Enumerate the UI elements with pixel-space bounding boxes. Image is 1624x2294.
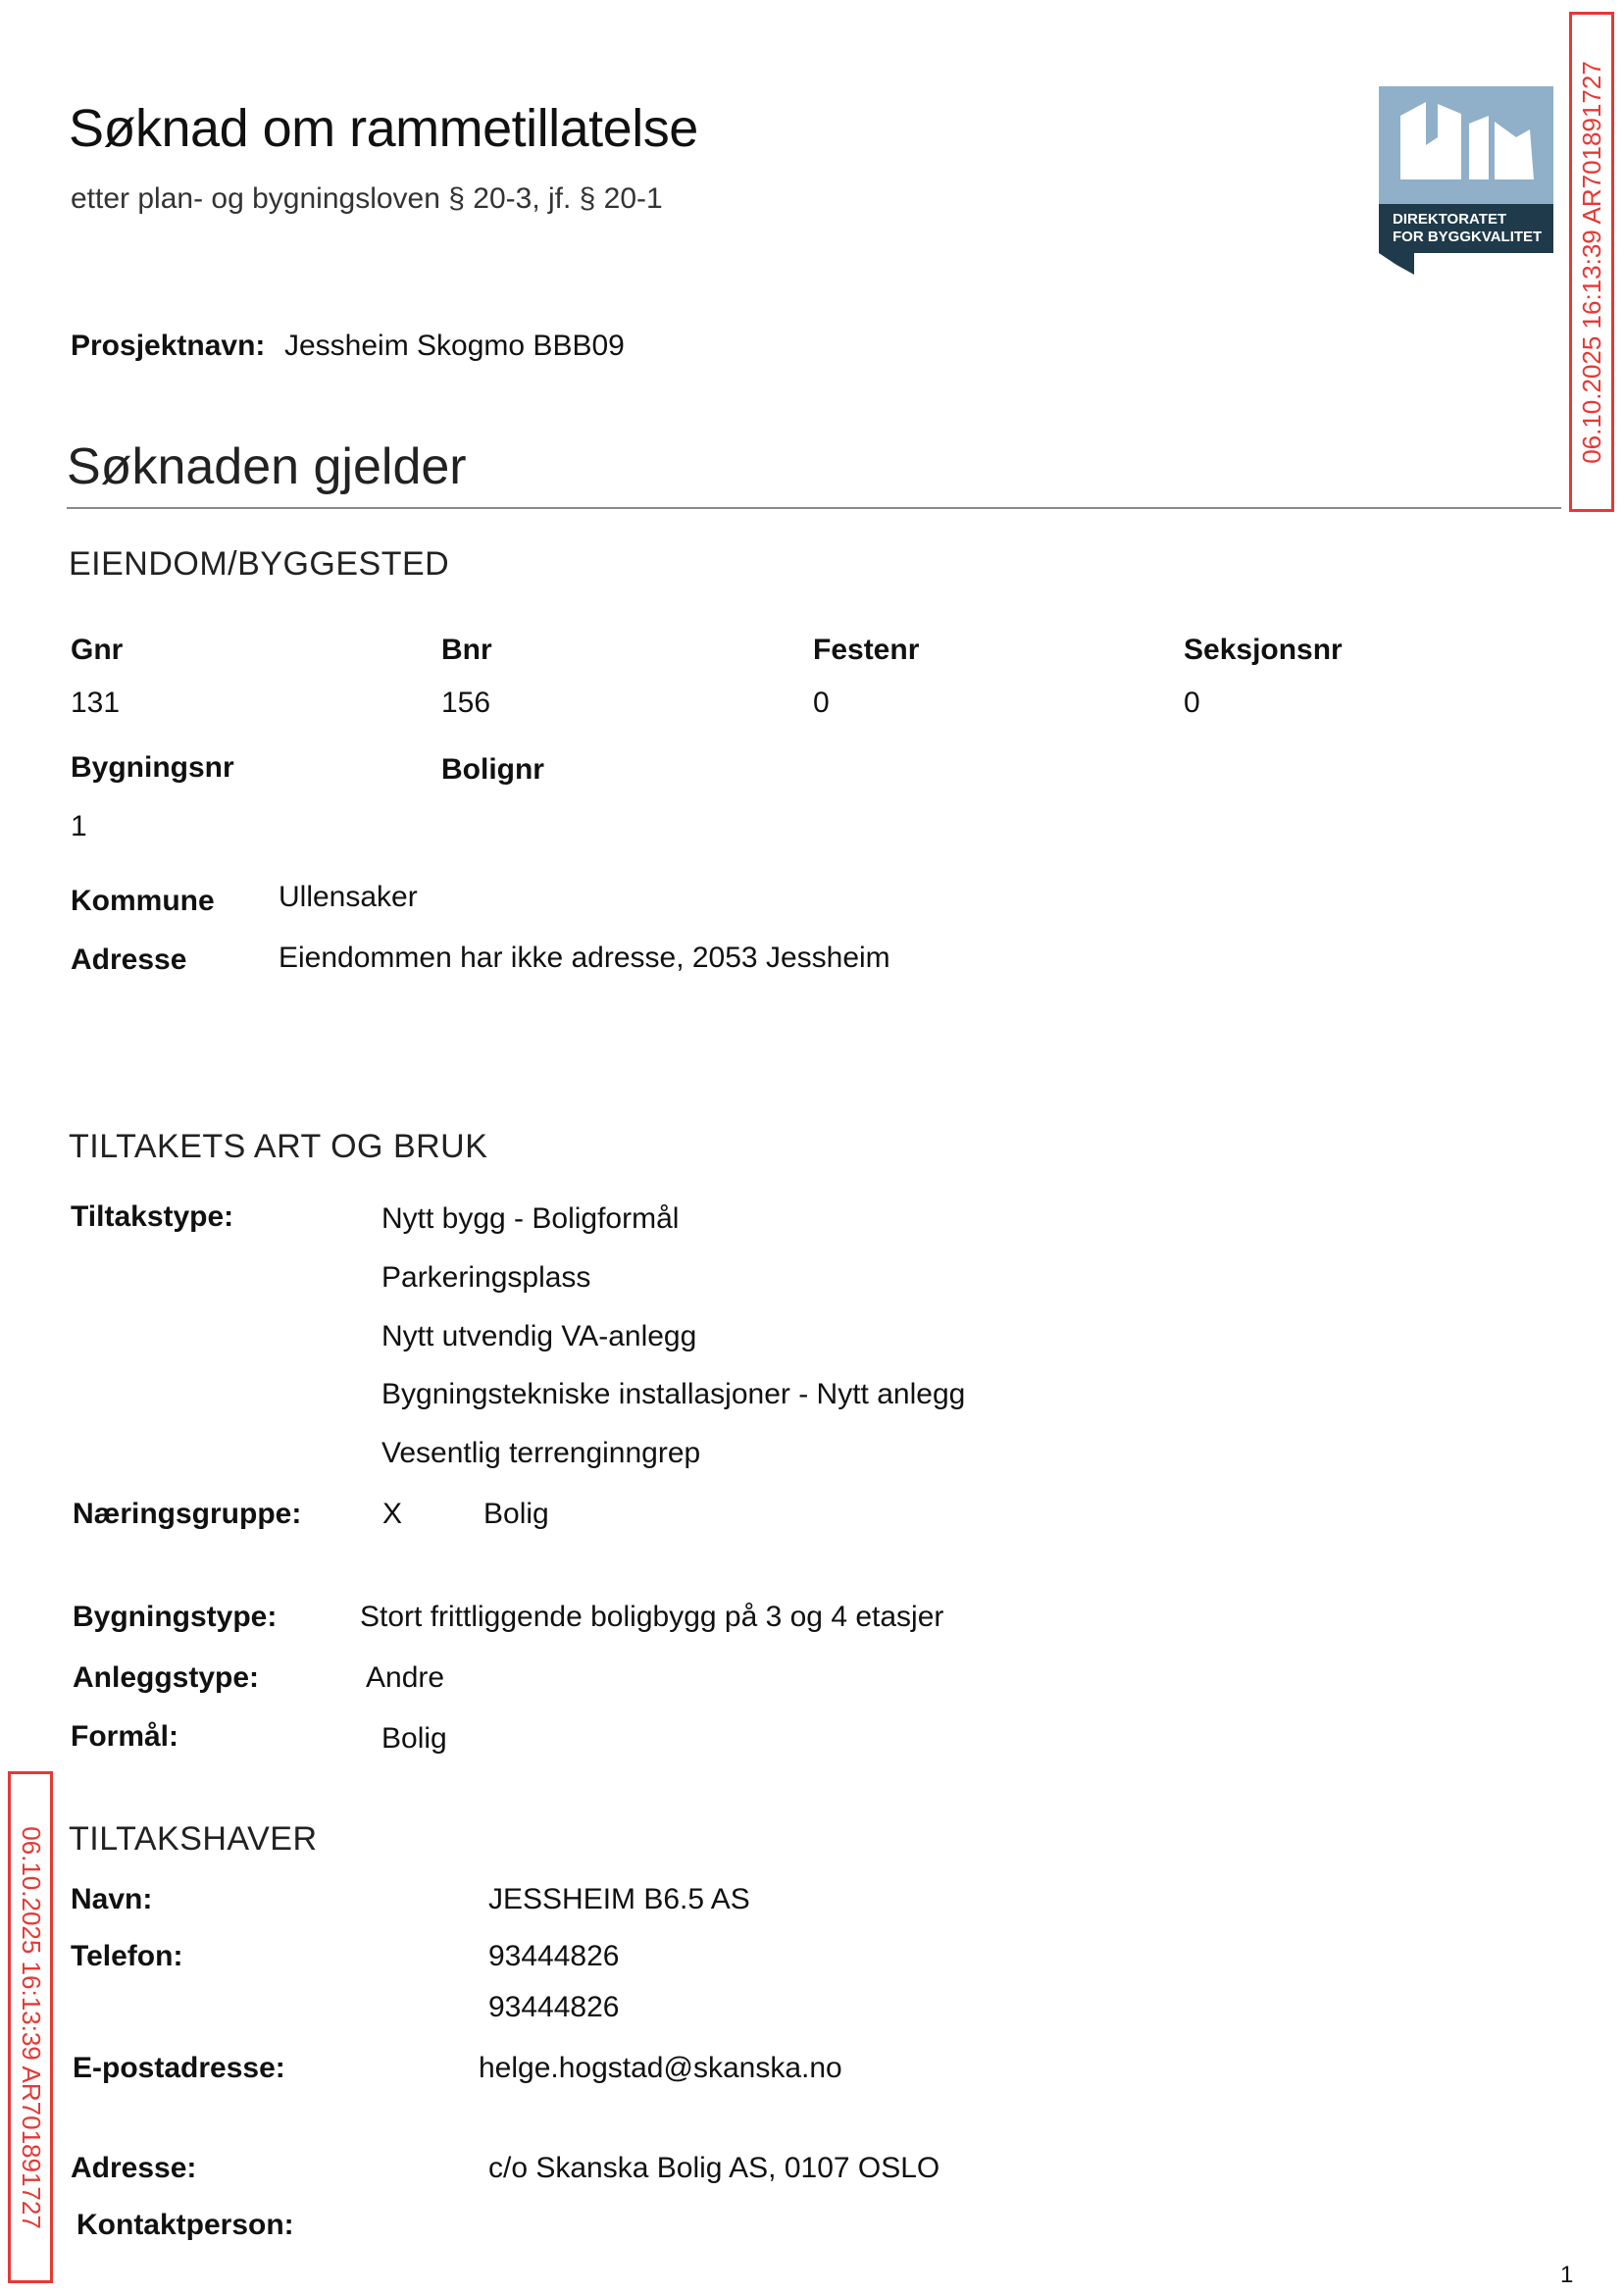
bolignr-label: Bolignr xyxy=(441,753,544,786)
main-heading: Søknaden gjelder xyxy=(67,438,467,495)
anleggstype-value: Andre xyxy=(366,1661,445,1694)
seksjonsnr-value: 0 xyxy=(1184,687,1200,719)
document-subtitle: etter plan- og bygningsloven § 20-3, jf. § 20-1 xyxy=(71,182,663,215)
document-title: Søknad om rammetillatelse xyxy=(69,99,698,158)
project-name-label: Prosjektnavn: xyxy=(71,330,266,362)
tiltakstype-item: Bygningstekniske installasjoner - Nytt anlegg xyxy=(381,1378,966,1410)
seksjonsnr-label: Seksjonsnr xyxy=(1184,634,1343,666)
kommune-label: Kommune xyxy=(71,885,215,917)
bnr-value: 156 xyxy=(441,687,491,719)
navn-label: Navn: xyxy=(71,1883,153,1915)
bygningsnr-value: 1 xyxy=(71,810,87,842)
telefon-label: Telefon: xyxy=(71,1940,183,1972)
tiltakshaver-adresse-value: c/o Skanska Bolig AS, 0107 OSLO xyxy=(488,2152,940,2184)
tiltakstype-item: Vesentlig terrenginngrep xyxy=(381,1437,701,1469)
festenr-label: Festenr xyxy=(813,634,920,666)
bygningstype-label: Bygningstype: xyxy=(73,1601,278,1633)
naeringsgruppe-value: Bolig xyxy=(483,1498,549,1530)
kontaktperson-label: Kontaktperson: xyxy=(76,2209,294,2241)
logo-text-line1: DIREKTORATET xyxy=(1393,211,1507,228)
bygningsnr-label: Bygningsnr xyxy=(71,751,234,784)
date-stamp-bottom-text: 06.10.2025 16:13:39 AR701891727 xyxy=(16,1825,46,2229)
formaal-value: Bolig xyxy=(381,1722,447,1755)
gnr-value: 131 xyxy=(71,687,121,719)
logo-text-line2: FOR BYGGKVALITET xyxy=(1393,229,1543,245)
formaal-label: Formål: xyxy=(71,1720,179,1753)
tiltakshaver-adresse-label: Adresse: xyxy=(71,2152,197,2184)
dibk-logo xyxy=(1379,86,1553,275)
gnr-label: Gnr xyxy=(71,634,124,666)
telefon-value-2: 93444826 xyxy=(488,1991,620,2023)
adresse-label: Adresse xyxy=(71,943,187,976)
section-title-tiltak: TILTAKETS ART OG BRUK xyxy=(69,1128,488,1165)
section-title-tiltakshaver: TILTAKSHAVER xyxy=(69,1820,318,1858)
navn-value: JESSHEIM B6.5 AS xyxy=(488,1883,750,1915)
heading-divider xyxy=(67,507,1561,509)
epost-label: E-postadresse: xyxy=(73,2052,285,2084)
date-stamp-top-text: 06.10.2025 16:13:39 AR701891727 xyxy=(1576,60,1606,464)
tiltakstype-label: Tiltakstype: xyxy=(71,1200,234,1233)
page-number: 1 xyxy=(1560,2262,1574,2288)
bygningstype-value: Stort frittliggende boligbygg på 3 og 4 etasjer xyxy=(360,1601,944,1633)
project-name-value: Jessheim Skogmo BBB09 xyxy=(284,330,625,362)
naeringsgruppe-code: X xyxy=(382,1498,403,1530)
adresse-value: Eiendommen har ikke adresse, 2053 Jessheim xyxy=(279,942,890,974)
tiltakstype-item: Nytt utvendig VA-anlegg xyxy=(381,1320,697,1352)
anleggstype-label: Anleggstype: xyxy=(73,1661,260,1694)
tiltakstype-item: Nytt bygg - Boligformål xyxy=(381,1202,680,1235)
bnr-label: Bnr xyxy=(441,634,492,666)
kommune-value: Ullensaker xyxy=(279,881,418,913)
tiltakstype-item: Parkeringsplass xyxy=(381,1261,591,1294)
telefon-value: 93444826 xyxy=(488,1940,620,1972)
section-title-eiendom: EIENDOM/BYGGESTED xyxy=(69,545,450,583)
dibk-logo-icon xyxy=(1379,86,1553,275)
date-stamp-bottom xyxy=(8,1771,53,2283)
naeringsgruppe-label: Næringsgruppe: xyxy=(73,1498,302,1530)
date-stamp-top xyxy=(1569,12,1614,512)
festenr-value: 0 xyxy=(813,687,830,719)
epost-value: helge.hogstad@skanska.no xyxy=(479,2052,842,2084)
